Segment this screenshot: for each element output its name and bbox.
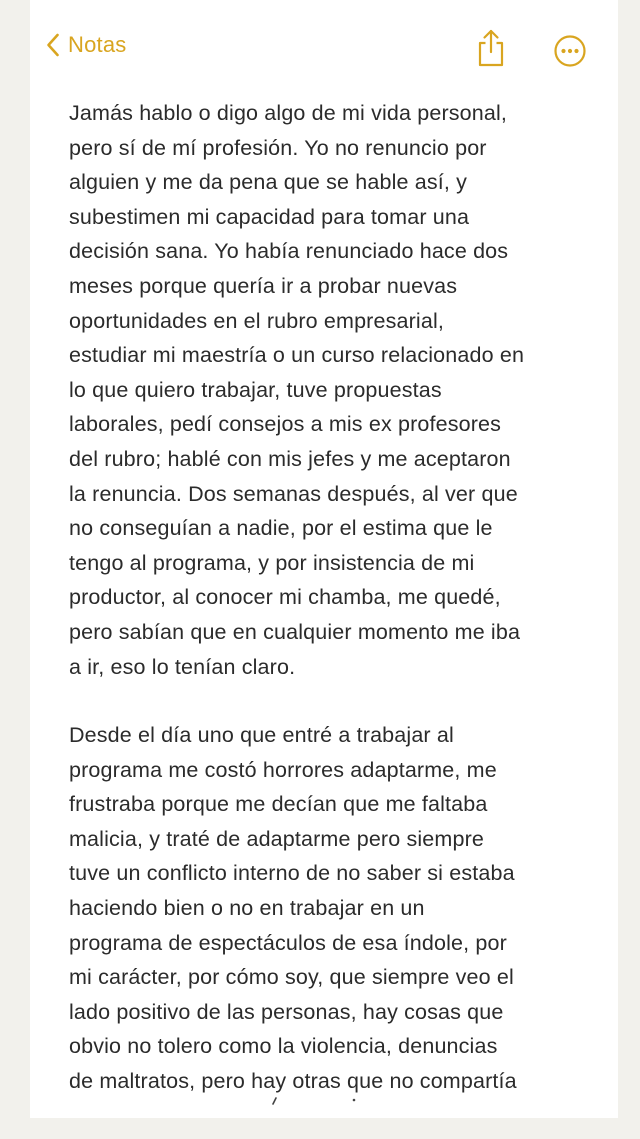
note-line: oportunidades en el rubro empresarial, [69,308,445,333]
cut-off-text-fragment [240,1096,400,1106]
more-options-icon [553,34,587,68]
note-line: Jamás hablo o digo algo de mi vida personal, [69,101,508,125]
note-line: lo que quiero trabajar, tuve propuestas [69,377,442,402]
note-line: alguien y me da pena que se hable así, y [69,170,468,195]
note-line: haciendo bien o no en trabajar en un [69,896,425,921]
note-line: productor, al conocer mi chamba, me quedé, [69,585,501,610]
chevron-left-icon [46,33,60,57]
share-icon [474,28,508,68]
note-paragraph-1 [69,96,609,684]
note-line: estudiar mi maestría o un curso relacionado en [69,343,525,368]
note-line: Desde el día uno que entré a trabajar al [69,723,454,748]
note-line: mi carácter, por cómo soy, que siempre veo el [69,965,514,990]
note-line: laborales, pedí consejos a mis ex profesores [69,412,502,437]
note-line: de maltratos, pero hay otras que no compartía [69,1069,517,1094]
note-line: programa me costó horrores adaptarme, me [69,757,497,782]
note-line: decisión sana. Yo había renunciado hace dos [69,239,509,264]
note-line: pero sí de mí profesión. Yo no renuncio por [69,135,487,160]
note-line: tuve un conflicto interno de no saber si estaba [69,861,515,886]
note-line: tengo al programa, y por insistencia de mi [69,550,475,575]
note-line: pero sabían que en cualquier momento me iba [69,619,521,644]
note-line: a ir, eso lo tenían claro. [69,654,296,679]
note-line: obvio no tolero como la violencia, denuncias [69,1034,498,1059]
note-line: subestimen mi capacidad para tomar una [69,204,470,229]
note-line: frustraba porque me decían que me faltaba [69,792,488,817]
back-button[interactable] [46,32,126,58]
navigation-bar [30,22,618,78]
note-body[interactable] [69,96,609,1099]
note-line: del rubro; hablé con mis jefes y me aceptaron [69,446,511,471]
back-button-label: Notas [68,32,127,57]
paragraph-spacer [69,684,609,718]
note-line: malicia, y traté de adaptarme pero siempre [69,826,484,851]
note-line: lado positivo de las personas, hay cosas que [69,999,504,1024]
note-line: meses porque quería ir a probar nuevas [69,273,458,298]
note-line: no conseguían a nadie, por el estima que le [69,516,493,541]
more-options-button[interactable] [553,34,587,68]
share-button[interactable] [474,28,508,68]
note-line: la renuncia. Dos semanas después, al ver que [69,481,518,506]
note-line: programa de espectáculos de esa índole, por [69,930,507,955]
notes-screen [30,0,618,1118]
note-paragraph-2 [69,718,609,1099]
